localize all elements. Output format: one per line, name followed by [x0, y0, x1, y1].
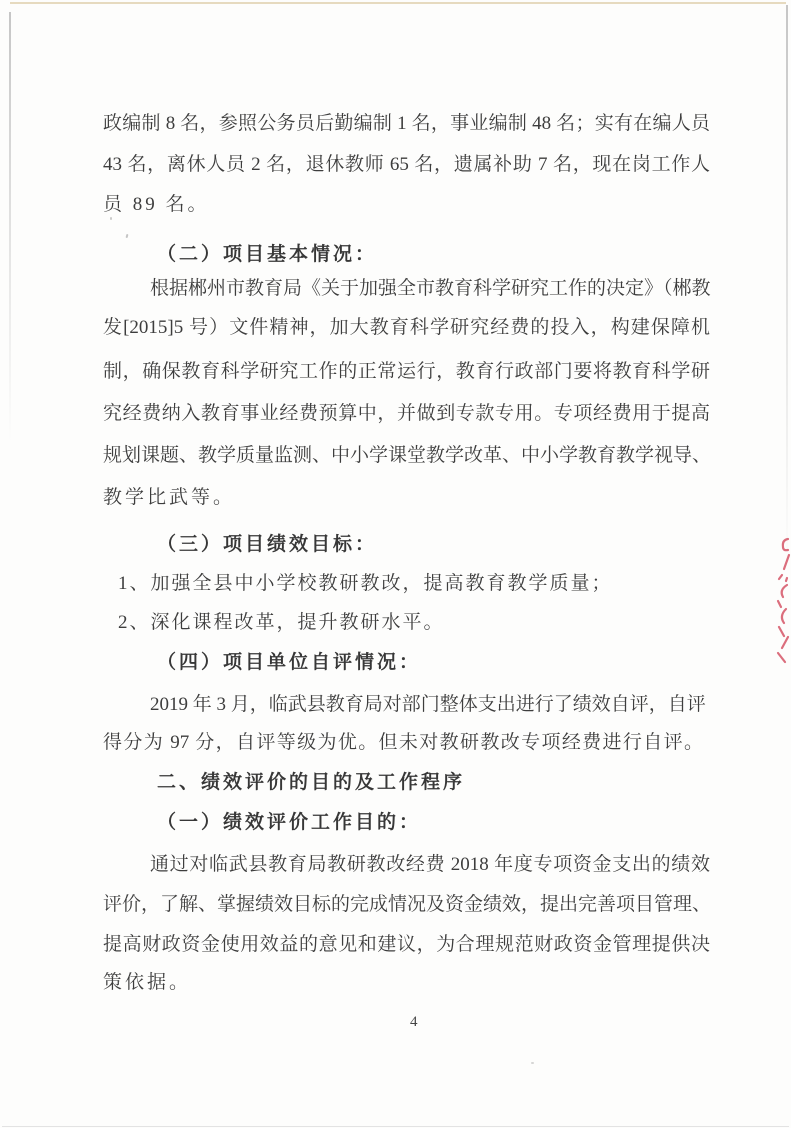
paragraph-line: 得分为 97 分，自评等级为优。但未对教研教改专项经费进行自评。 — [103, 732, 703, 753]
page-number: 4 — [410, 1014, 418, 1030]
page-edge-bottom — [2, 1126, 789, 1127]
page-edge-left — [9, 12, 11, 442]
list-item: 2、深化课程改革，提升教研水平。 — [118, 612, 445, 633]
red-seal-stamp-icon — [774, 533, 791, 668]
section-heading: （三）项目绩效目标： — [157, 534, 378, 555]
paragraph-line: 政编制 8 名，参照公务员后勤编制 1 名，事业编制 48 名；实有在编人员 — [103, 113, 710, 134]
list-item: 1、加强全县中小学校教研教改，提高教育教学质量； — [118, 573, 613, 594]
paragraph-line: 发[2015]5 号）文件精神，加大教育科学研究经费的投入，构建保障机 — [103, 317, 710, 338]
paragraph-line: 究经费纳入教育事业经费预算中，并做到专款专用。专项经费用于提高 — [103, 403, 710, 424]
paragraph-line: 通过对临武县教育局教研教改经费 2018 年度专项资金支出的绩效 — [150, 854, 710, 875]
paragraph-line: 43 名，离休人员 2 名，退休教师 65 名，遗属补助 7 名，现在岗工作人 — [103, 154, 710, 175]
paragraph-line: 根据郴州市教育局《关于加强全市教育科学研究工作的决定》（郴教 — [150, 278, 711, 299]
section-heading: （二）项目基本情况： — [157, 244, 378, 265]
scan-speck — [531, 1062, 534, 1064]
page-edge-right — [786, 5, 788, 565]
paragraph-line: 制，确保教育科学研究工作的正常运行，教育行政部门要将教育科学研 — [103, 361, 710, 382]
paragraph-line: 提高财政资金使用效益的意见和建议，为合理规范财政资金管理提供决 — [103, 934, 710, 955]
paragraph-line: 员 89 名。 — [103, 194, 210, 215]
page-edge-top — [10, 2, 786, 4]
section-heading: （四）项目单位自评情况： — [157, 652, 422, 673]
scan-speck — [126, 234, 129, 238]
section-heading: （一）绩效评价工作目的： — [157, 812, 422, 833]
section-heading: 二、绩效评价的目的及工作程序 — [157, 772, 466, 793]
paragraph-line: 教学比武等。 — [103, 487, 236, 508]
paragraph-line: 策依据。 — [103, 972, 192, 993]
paragraph-line: 规划课题、教学质量监测、中小学课堂教学改革、中小学教育教学视导、 — [103, 445, 712, 466]
paragraph-line: 评价，了解、掌握绩效目标的完成情况及资金绩效，提出完善项目管理、 — [103, 894, 712, 915]
paragraph-line: 2019 年 3 月，临武县教育局对部门整体支出进行了绩效自评，自评 — [150, 694, 706, 715]
